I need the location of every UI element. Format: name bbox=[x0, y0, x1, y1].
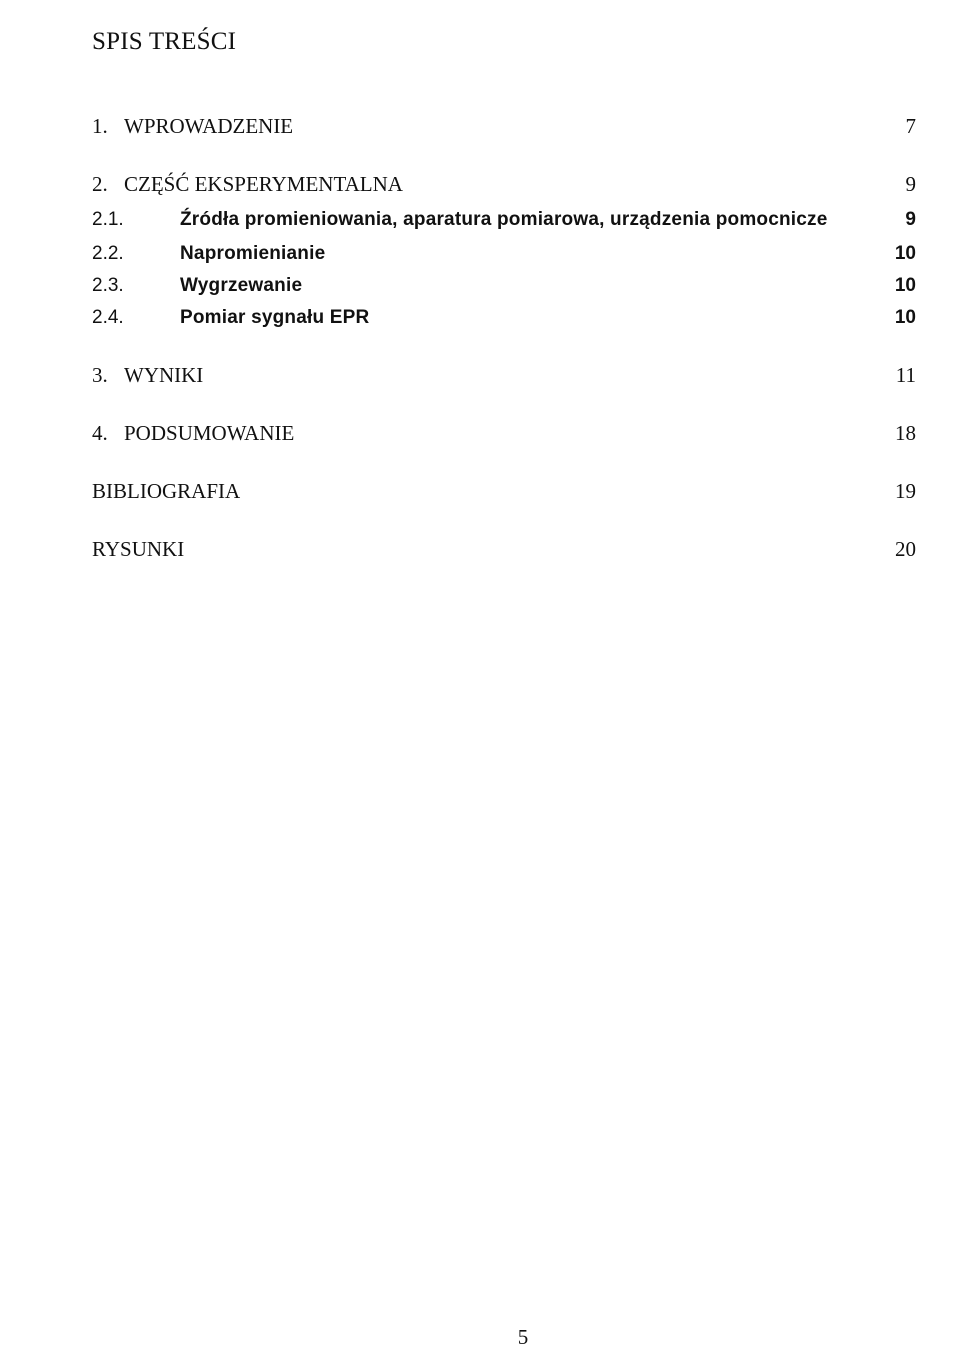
toc-entry-irradiation[interactable] bbox=[92, 241, 916, 267]
page-number: 5 bbox=[517, 1325, 529, 1349]
toc-entry-number: 2.4. bbox=[92, 307, 124, 328]
toc-entry-page: 20 bbox=[895, 537, 916, 561]
toc-entry-summary[interactable] bbox=[92, 420, 916, 446]
toc-entry-label: WPROWADZENIE bbox=[124, 114, 294, 138]
toc-entry-number: 2. bbox=[92, 172, 108, 196]
toc-entry-label: CZĘŚĆ EKSPERYMENTALNA bbox=[124, 172, 403, 196]
toc-entry-label: Źródła promieniowania, aparatura pomiarowa, urządzenia pomocnicze bbox=[180, 209, 828, 230]
toc-entry-page: 10 bbox=[894, 275, 916, 296]
toc-entry-page: 18 bbox=[895, 421, 916, 445]
toc-entry-page: 7 bbox=[905, 114, 916, 138]
toc-entry-number: 1. bbox=[92, 114, 108, 138]
toc-entry-radiation-sources[interactable] bbox=[92, 207, 916, 233]
toc-entry-number: 2.3. bbox=[92, 275, 124, 296]
toc-entry-label: Wygrzewanie bbox=[180, 275, 303, 296]
toc-entry-label: WYNIKI bbox=[124, 363, 204, 387]
toc-entry-experimental[interactable] bbox=[92, 171, 916, 197]
toc-entry-number: 2.1. bbox=[92, 209, 124, 230]
toc-entry-page: 11 bbox=[895, 363, 916, 387]
toc-entry-label: RYSUNKI bbox=[92, 537, 185, 561]
toc-entry-number: 3. bbox=[92, 363, 108, 387]
toc-entry-label: Napromienianie bbox=[180, 243, 326, 264]
toc-entry-page: 10 bbox=[894, 307, 916, 328]
toc-entry-number: 4. bbox=[92, 421, 108, 445]
toc-entry-bibliography[interactable] bbox=[92, 478, 916, 504]
toc-entry-number: 2.2. bbox=[92, 243, 124, 264]
toc-entry-annealing[interactable] bbox=[92, 273, 916, 299]
toc-entry-figures[interactable] bbox=[92, 536, 916, 562]
page-title: SPIS TREŚCI bbox=[92, 28, 237, 55]
toc-entry-page: 9 bbox=[905, 172, 916, 196]
toc-entry-label: BIBLIOGRAFIA bbox=[92, 479, 241, 503]
toc-entry-label: PODSUMOWANIE bbox=[124, 421, 295, 445]
toc-entry-results[interactable] bbox=[92, 362, 916, 388]
toc-entry-page: 19 bbox=[895, 479, 916, 503]
toc-entry-introduction[interactable] bbox=[92, 113, 916, 139]
toc-entry-label: Pomiar sygnału EPR bbox=[180, 307, 370, 328]
toc-entry-epr-measurement[interactable] bbox=[92, 305, 916, 331]
toc-entry-page: 9 bbox=[905, 209, 916, 230]
toc-entry-page: 10 bbox=[894, 243, 916, 264]
